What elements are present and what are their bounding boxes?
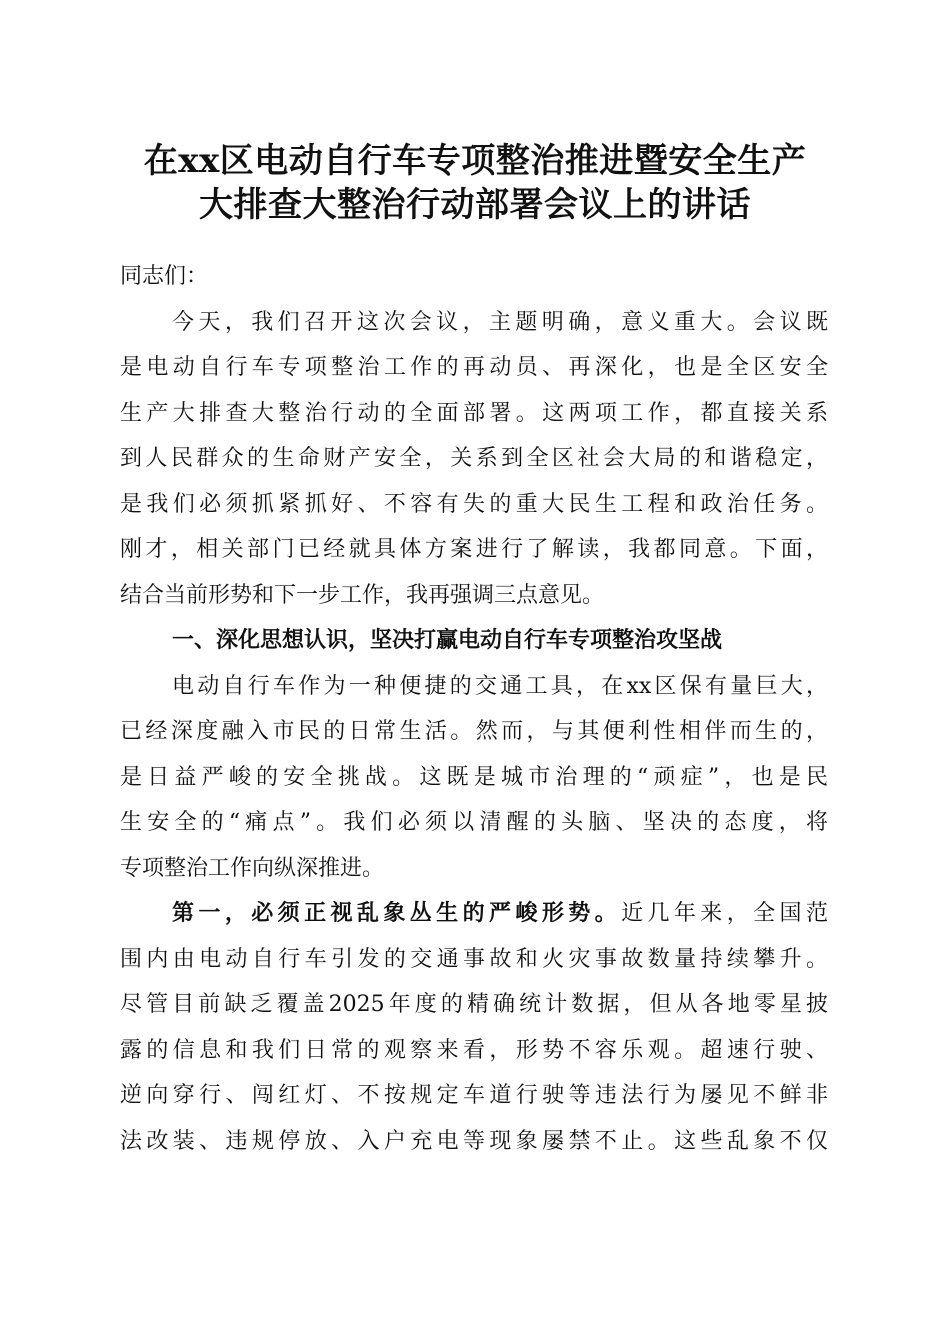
paragraph-line: 今天，我们召开这次会议，主题明确，意义重大。会议既 <box>172 309 828 335</box>
subpoint-text: 近几年来，全国范 <box>621 901 828 926</box>
paragraph-line: 结合当前形势和下一步工作，我再强调三点意见。 <box>120 582 605 608</box>
paragraph-line: 尽管目前缺乏覆盖2025年度的精确统计数据，但从各地零星披 <box>120 992 828 1017</box>
paragraph-line: 围内由电动自行车引发的交通事故和火灾事故数量持续攀升。 <box>120 946 828 972</box>
paragraph-line: 露的信息和我们日常的观察来看，形势不容乐观。超速行驶、 <box>120 1037 828 1063</box>
paragraph-line: 逆向穿行、闯红灯、不按规定车道行驶等违法行为屡见不鲜非 <box>120 1083 828 1108</box>
paragraph-line: 已经深度融入市民的日常生活。然而，与其便利性相伴而生的， <box>120 719 828 744</box>
paragraph-line: 刚才，相关部门已经就具体方案进行了解读，我都同意。下面， <box>120 537 828 562</box>
document-title-line-2: 大排查大整治行动部署会议上的讲话 <box>199 185 751 225</box>
document-body <box>120 254 828 1164</box>
document-title-line-1: 在xx区电动自行车专项整治推进暨安全生产 <box>143 141 807 181</box>
paragraph-line: 到人民群众的生命财产安全，关系到全区社会大局的和谐稳定， <box>120 446 828 471</box>
paragraph-line: 是我们必须抓紧抓好、不容有失的重大民生工程和政治任务。 <box>120 491 828 517</box>
subpoint-lead: 第一，必须正视乱象丛生的严峻形势。 <box>172 900 622 926</box>
paragraph-line: 生产大排查大整治行动的全面部署。这两项工作，都直接关系 <box>120 400 828 426</box>
paragraph-line <box>120 891 828 937</box>
paragraph-line: 是电动自行车专项整治工作的再动员、再深化，也是全区安全 <box>120 355 828 380</box>
salutation: 同志们： <box>120 264 209 289</box>
section-heading: 一、深化思想认识，坚决打赢电动自行车专项整治攻坚战 <box>172 628 723 653</box>
paragraph-line: 专项整治工作向纵深推进。 <box>120 855 385 881</box>
paragraph-line: 生安全的“痛点”。我们必须以清醒的头脑、坚决的态度，将 <box>120 810 828 835</box>
paragraph-line: 法改装、违规停放、入户充电等现象屡禁不止。这些乱象不仅 <box>120 1128 828 1154</box>
paragraph-line: 是日益严峻的安全挑战。这既是城市治理的“顽症”，也是民 <box>120 764 828 790</box>
paragraph-line: 电动自行车作为一种便捷的交通工具，在xx区保有量巨大， <box>172 673 828 699</box>
